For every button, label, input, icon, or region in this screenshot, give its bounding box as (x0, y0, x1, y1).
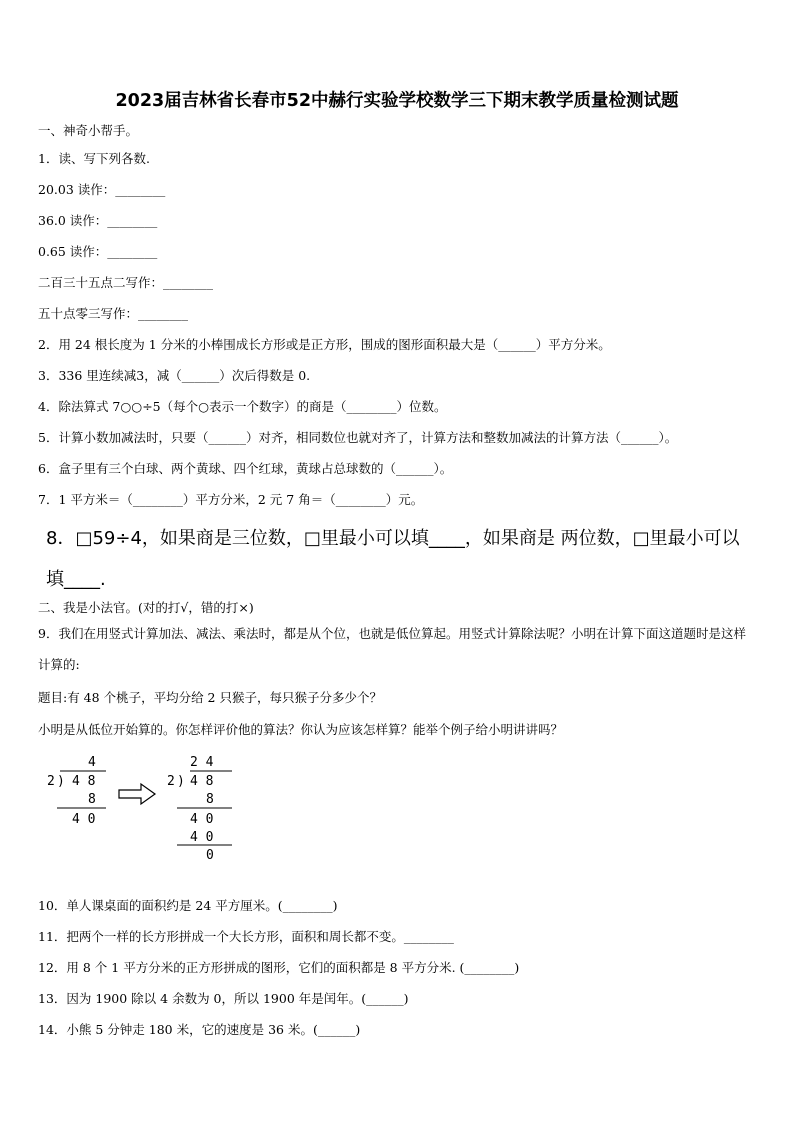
right-result: 0 (206, 848, 214, 863)
question-1-item-b: 36.0 读作：________ (38, 213, 158, 228)
question-14: 14．小熊 5 分钟走 180 米，它的速度是 36 米。(______) (38, 1022, 361, 1037)
left-dividend: 4 8 (72, 774, 96, 789)
right-step-1: 8 (206, 792, 214, 807)
question-8-line-2: 填____. (46, 569, 106, 590)
section-2-heading: 二、我是小法官。(对的打√，错的打×) (38, 600, 254, 615)
question-9-problem: 题目:有 48 个桃子，平均分给 2 只猴子，每只猴子分多少个？ (38, 690, 382, 705)
question-1-item-a: 20.03 读作：________ (38, 182, 166, 197)
question-6: 6．盒子里有三个白球、两个黄球、四个红球，黄球占总球数的（______）。 (38, 461, 453, 476)
question-1-item-c: 0.65 读作：________ (38, 244, 158, 259)
question-13: 13．因为 1900 除以 4 余数为 0，所以 1900 年是闰年。(______) (38, 991, 409, 1006)
question-7: 7．1 平方米＝（________）平方分米，2 元 7 角＝（________）元。 (38, 492, 424, 507)
left-divisor: 2 (47, 774, 55, 789)
right-step-2: 4 0 (190, 812, 214, 827)
question-1-item-d: 二百三十五点二写作：________ (38, 275, 214, 290)
question-5: 5．计算小数加减法时，只要（______）对齐，相同数位也就对齐了，计算方法和整数加减法的计算方法（______）。 (38, 430, 678, 445)
left-remainder: 4 0 (72, 812, 96, 827)
question-9-question: 小明是从低位开始算的。你怎样评价他的算法？你认为应该怎样算？能举个例子给小明讲讲吗？ (38, 722, 564, 737)
question-3: 3．336 里连续减3，减（______）次后得数是 0. (38, 368, 311, 383)
question-1-item-e: 五十点零三写作：________ (38, 306, 189, 321)
question-2: 2．用 24 根长度为 1 分米的小棒围成长方形或是正方形，围成的图形面积最大是（______）平方分米。 (38, 337, 611, 352)
division-figure (40, 748, 300, 866)
question-1-stem: 1．读、写下列各数. (38, 151, 150, 166)
question-11: 11．把两个一样的长方形拼成一个大长方形，面积和周长都不变。________ (38, 929, 454, 944)
section-1-heading: 一、神奇小帮手。 (38, 123, 139, 138)
left-bracket: ) (57, 774, 65, 789)
right-quotient: 2 4 (190, 755, 214, 770)
right-step-3: 4 0 (190, 830, 214, 845)
question-9-text: 9．我们在用竖式计算加法、减法、乘法时，都是从个位，也就是低位算起。用竖式计算除法呢？小明在计算下面这道题时是这样计算的: (38, 626, 746, 672)
question-10: 10．单人课桌面的面积约是 24 平方厘米。(________) (38, 898, 338, 913)
question-12: 12．用 8 个 1 平方分米的正方形拼成的图形，它们的面积都是 8 平方分米. (________) (38, 960, 520, 975)
page-title: 2023届吉林省长春市52中赫行实验学校数学三下期末教学质量检测试题 (115, 91, 679, 111)
left-quotient: 4 (88, 755, 96, 770)
left-step-1: 8 (88, 792, 96, 807)
right-dividend: 4 8 (190, 774, 214, 789)
right-bracket: ) (177, 774, 185, 789)
question-8-line-1: 8．□59÷4，如果商是三位数，□里最小可以填____，如果商是 两位数，□里最小可以 (46, 528, 740, 549)
right-divisor: 2 (167, 774, 175, 789)
question-4: 4．除法算式 7○○÷5（每个○表示一个数字）的商是（________）位数。 (38, 399, 447, 414)
right-arrow-icon (119, 784, 155, 804)
